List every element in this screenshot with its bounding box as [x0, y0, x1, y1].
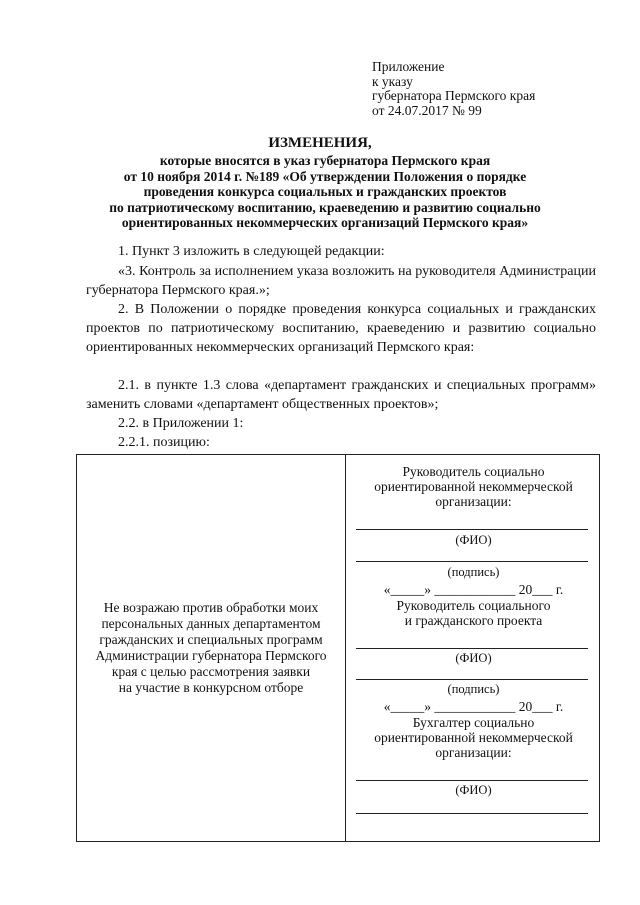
fio-caption: (ФИО)	[455, 783, 492, 797]
title-line: ориентированной некоммерческой	[374, 479, 573, 494]
fio-caption: (ФИО)	[455, 533, 492, 547]
title-line: Руководитель социально	[402, 464, 545, 479]
paragraph-4: 2.1. в пункте 1.3 слова «департамент гражданских и специальных программ» заменить словами «департамент общественных проектов»;	[86, 378, 596, 412]
document-subtitle	[80, 153, 570, 231]
appendix-line: Приложение	[372, 59, 445, 74]
consent-line: края с целью рассмотрения заявки	[111, 664, 311, 679]
consent-line: на участие в конкурсном отборе	[118, 680, 304, 695]
appendix-line: к указу	[372, 73, 413, 89]
paragraph-1: 1. Пункт 3 изложить в следующей редакции:	[118, 244, 385, 259]
title-line: ориентированной некоммерческой	[374, 730, 573, 745]
nko-head-title	[346, 464, 601, 509]
subtitle-line: которые вносятся в указ губернатора Пермского края	[159, 153, 491, 168]
date-line: «_____» ____________ 20___ г.	[383, 699, 564, 714]
fio-line	[356, 648, 588, 649]
appendix-header	[372, 60, 535, 118]
subtitle-line: по патриотическому воспитанию, краеведению и развитию социально	[109, 199, 541, 215]
title-line: организации:	[435, 745, 512, 760]
consent-line: Администрации губернатора Пермского	[95, 648, 327, 663]
fio-line	[356, 529, 588, 530]
consent-line: гражданских и специальных программ	[99, 632, 323, 647]
subtitle-line: от 10 ноября 2014 г. №189 «Об утверждении Положения о порядке	[123, 168, 527, 184]
document-title: ИЗМЕНЕНИЯ,	[268, 135, 372, 151]
signature-caption: (подпись)	[447, 565, 500, 579]
signature-line	[356, 561, 588, 562]
paragraph-5: 2.2. в Приложении 1:	[118, 416, 244, 431]
consent-line: персональных данных департаментом	[101, 616, 321, 631]
consent-form-table	[76, 454, 600, 842]
subtitle-line: проведения конкурса социальных и гражданских проектов	[143, 184, 507, 199]
signature-line	[356, 679, 588, 680]
subtitle-line: ориентированных некоммерческих организаций Пермского края»	[121, 215, 529, 230]
fio-line	[356, 780, 588, 781]
signature-line	[356, 813, 588, 814]
paragraph-3: 2. В Положении о порядке проведения конкурса социальных и гражданских проектов по патриотическому воспитанию, краеведению и развитию социально ориентированных некоммерческих организаций Пермского края:	[86, 302, 596, 355]
title-line: Бухгалтер социально	[412, 715, 535, 730]
paragraph-6: 2.2.1. позицию:	[118, 435, 210, 450]
accountant-title	[346, 715, 601, 760]
signature-caption: (подпись)	[447, 682, 500, 696]
title-line: Руководитель социального	[396, 598, 551, 613]
appendix-line: губернатора Пермского края	[372, 88, 536, 103]
consent-text-cell	[77, 455, 346, 842]
title-line: организации:	[435, 494, 512, 509]
paragraph-2: «3. Контроль за исполнением указа возложить на руководителя Администрации губернатора Пермского края.»;	[86, 264, 596, 298]
signatures-cell	[346, 455, 600, 842]
consent-line: Не возражаю против обработки моих	[103, 600, 319, 615]
fio-caption: (ФИО)	[455, 651, 492, 665]
appendix-line: от 24.07.2017 № 99	[372, 102, 482, 118]
date-line: «_____» ____________ 20___ г.	[383, 582, 564, 597]
title-line: и гражданского проекта	[404, 613, 543, 628]
project-head-title	[346, 598, 601, 628]
